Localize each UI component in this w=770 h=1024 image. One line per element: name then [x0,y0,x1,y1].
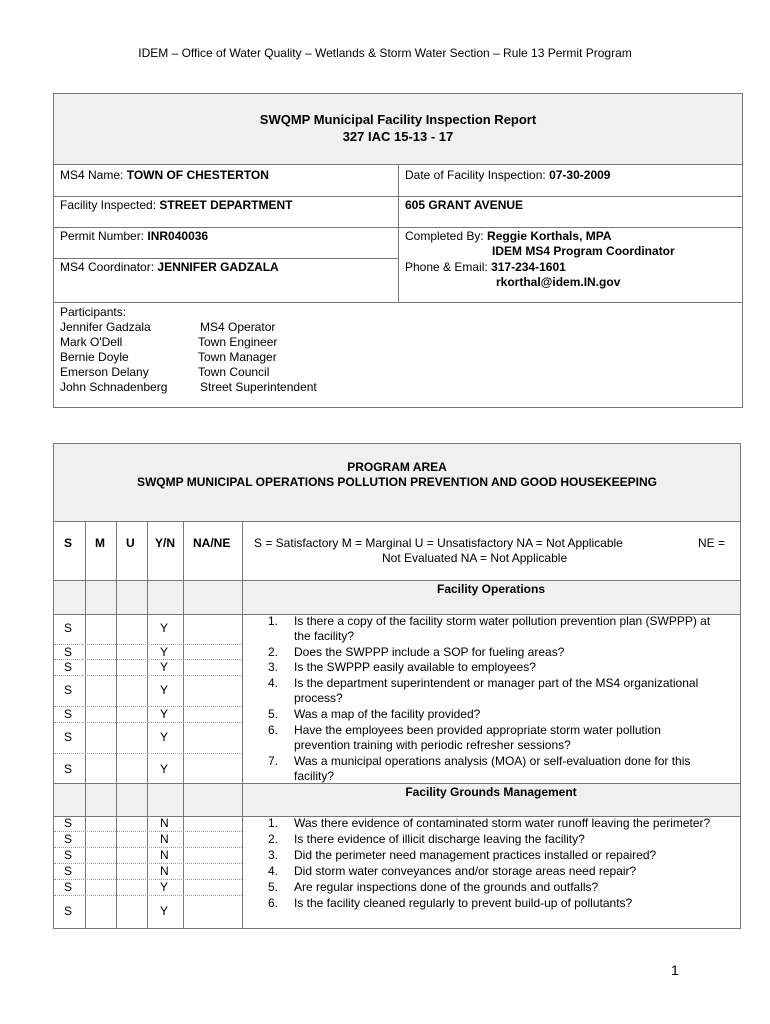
g4-s: S [64,864,73,878]
report-code: 327 IAC 15-13 - 17 [342,129,454,144]
g2-yn: N [160,832,169,846]
g4-yn: N [160,864,169,878]
ms4-name-value: TOWN OF CHESTERTON [126,168,269,182]
q3-yn: Y [160,660,169,674]
q5-s: S [64,707,73,721]
email-value: rkorthal@idem.IN.gov [496,275,621,289]
q1-yn: Y [160,621,169,635]
document-header: IDEM – Office of Water Quality – Wetlands & Storm Water Section – Rule 13 Permit Program [138,46,632,60]
q6-text: Have the employees been provided appropriate storm water pollution [294,723,661,737]
participant-role: Street Superintendent [200,380,317,394]
q3-text: Is the SWPPP easily available to employees? [294,660,536,674]
g1-text: Was there evidence of contaminated storm water runoff leaving the perimeter? [294,816,711,830]
permit-value: INR040036 [147,229,209,243]
q1-text-cont: the facility? [294,629,355,643]
inspection-date-value: 07-30-2009 [549,168,611,182]
coordinator-field: MS4 Coordinator: JENNIFER GADZALA [60,260,279,274]
q4-text: Is the department superintendent or manager part of the MS4 organizational [294,676,699,690]
participant-name: Mark O'Dell [60,335,123,349]
section-grounds-management: Facility Grounds Management [405,785,577,799]
participant-name: John Schnadenberg [60,380,168,394]
completed-by-value: Reggie Korthals, MPA [487,229,612,243]
program-area-label: PROGRAM AREA [347,460,447,474]
col-yn-header: Y/N [155,536,176,550]
col-u-header: U [126,536,135,550]
g6-s: S [64,904,73,918]
legend-line-1: S = Satisfactory M = Marginal U = Unsatisfactory NA = Not Applicable [254,536,623,550]
q6-text-cont: prevention training with periodic refresher sessions? [294,738,571,752]
g6-yn: Y [160,904,169,918]
participant-name: Jennifer Gadzala [60,320,151,334]
legend-ne: NE = [698,536,726,550]
q4-text-cont: process? [294,691,343,705]
participant-role: Town Manager [198,350,277,364]
g2-text: Is there evidence of illicit discharge leaving the facility? [294,832,585,846]
q2-number: 2. [267,645,278,659]
col-m-header: M [95,536,105,550]
q5-number: 5. [267,707,278,721]
q4-yn: Y [160,683,169,697]
g1-number: 1. [267,816,278,830]
completed-by-field: Completed By: Reggie Korthals, MPA [405,229,612,243]
q2-text: Does the SWPPP include a SOP for fueling areas? [294,645,565,659]
g5-yn: Y [160,880,169,894]
g3-number: 3. [267,848,278,862]
inspection-date-field: Date of Facility Inspection: 07-30-2009 [405,168,611,182]
facility-field: Facility Inspected: STREET DEPARTMENT [60,198,293,212]
q7-yn: Y [160,762,169,776]
q1-text: Is there a copy of the facility storm water pollution prevention plan (SWPPP) at [294,614,711,628]
participant-role: Town Engineer [198,335,278,349]
g1-yn: N [160,816,169,830]
phone-value: 317-234-1601 [491,260,566,274]
g5-text: Are regular inspections done of the grounds and outfalls? [294,880,599,894]
q7-s: S [64,762,73,776]
g5-number: 5. [267,880,278,894]
report-info-table [53,93,743,408]
permit-field: Permit Number: INR040036 [60,229,209,243]
participant-role: Town Council [198,365,270,379]
coordinator-value: JENNIFER GADZALA [157,260,279,274]
q1-s: S [64,621,73,635]
page-number: 1 [671,962,679,978]
q7-number: 7. [267,754,278,768]
g3-yn: N [160,848,169,862]
q2-s: S [64,645,73,659]
q4-s: S [64,683,73,697]
section-facility-operations: Facility Operations [436,582,546,596]
g3-text: Did the perimeter need management practices installed or repaired? [294,848,657,862]
q6-yn: Y [160,730,169,744]
program-area-table [53,443,741,929]
q1-number: 1. [267,614,278,628]
g6-text: Is the facility cleaned regularly to prevent build-up of pollutants? [294,896,633,910]
g6-number: 6. [267,896,278,910]
g3-s: S [64,848,73,862]
g5-s: S [64,880,73,894]
q5-yn: Y [160,707,169,721]
completed-by-title: IDEM MS4 Program Coordinator [492,244,675,258]
g2-s: S [64,832,73,846]
participant-name: Bernie Doyle [60,350,129,364]
q2-yn: Y [160,645,169,659]
col-s-header: S [64,536,73,550]
legend-line-2: Not Evaluated NA = Not Applicable [382,551,568,565]
g4-text: Did storm water conveyances and/or storage areas need repair? [294,864,637,878]
q7-text-cont: facility? [294,769,335,783]
q6-number: 6. [267,723,278,737]
q7-text: Was a municipal operations analysis (MOA) or self-evaluation done for this [294,754,691,768]
facility-address: 605 GRANT AVENUE [405,198,524,212]
report-title: SWQMP Municipal Facility Inspection Report [259,112,537,127]
participant-name: Emerson Delany [60,365,149,379]
q3-s: S [64,660,73,674]
program-area-title: SWQMP MUNICIPAL OPERATIONS POLLUTION PREVENTION AND GOOD HOUSEKEEPING [136,475,658,489]
g4-number: 4. [267,864,278,878]
ms4-name-field: MS4 Name: TOWN OF CHESTERTON [60,168,269,182]
q3-number: 3. [267,660,278,674]
col-nane-header: NA/NE [193,536,231,550]
participant-role: MS4 Operator [200,320,276,334]
g2-number: 2. [267,832,278,846]
facility-value: STREET DEPARTMENT [159,198,293,212]
phone-field: Phone & Email: 317-234-1601 [405,260,566,274]
q4-number: 4. [267,676,278,690]
g1-s: S [64,816,73,830]
report-title-block [54,94,742,165]
q5-text: Was a map of the facility provided? [294,707,481,721]
participants-label: Participants: [60,305,127,319]
q6-s: S [64,730,73,744]
